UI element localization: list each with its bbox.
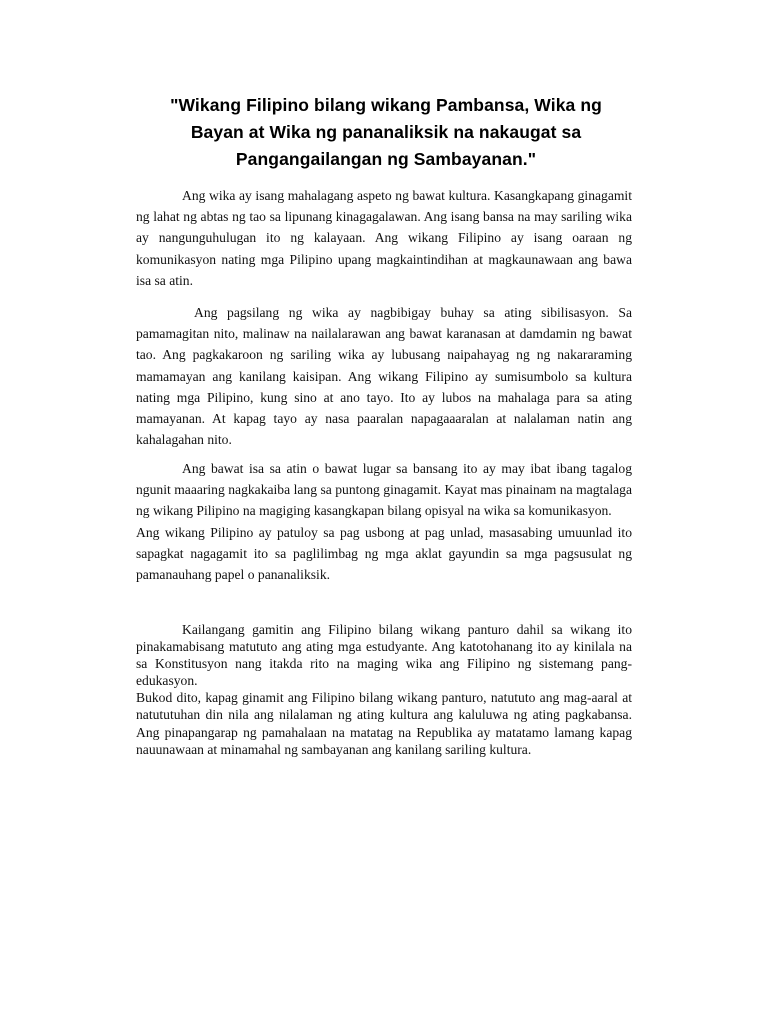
- paragraph-block: [136, 185, 632, 291]
- paragraph: Bukod dito, kapag ginamit ang Filipino bilang wikang panturo, natututo ang mag-aaral at natututuhan din nila ang nilalaman ng ating kultura ang kaluluwa ng ating pagkabansa. Ang pinapangarap ng pamahalaan na matatag na Republika ay matatamo lamang kapag nauunawaan at minamahal ng sambayanan ang kanilang sariling kultura.: [136, 690, 632, 757]
- title-line: "Wikang Filipino bilang wikang Pambansa, Wika ng: [170, 95, 602, 115]
- document-title: [110, 92, 662, 173]
- paragraph: Kailangang gamitin ang Filipino bilang wikang panturo dahil sa wikang ito pinakamabisang matututo ang ating mga estudyante. Ang katotohanang ito ay kinilala na sa Konstitusyon nang itakda rito na maging wika ang Filipino ng sistemang pang-edukasyon.: [136, 622, 632, 689]
- paragraph: Ang wika ay isang mahalagang aspeto ng bawat kultura. Kasangkapang ginagamit ng lahat ng abtas ng tao sa lipunang kinagagalawan. Ang isang bansa na may sariling wika ay nangunguhulugan ito ng kalayaan. Ang wikang Filipino ay isang oaraan ng komunikasyon nating mga Pilipino upang magkaintindihan at magkaunawaan ang bawa isa sa atin.: [136, 188, 632, 288]
- paragraph: Ang pagsilang ng wika ay nagbibigay buhay sa ating sibilisasyon. Sa pamamagitan nito, malinaw na nailalarawan ang bawat karanasan at damdamin ng bawat tao. Ang pagkakaroon ng sariling wika ay lubusang naipahayag ng ng nakararaming mamamayan ang kanilang kaisipan. Ang wikang Filipino ay sumisumbolo sa kultura nating mga Pilipino, kung sino at ano tayo. Ito ay lubos na mahalaga para sa ating mamayanan. At kapag tayo ay nasa paaralan napagaaaralan at nalalaman natin ang kahalagahan nito.: [136, 305, 632, 448]
- paragraph: Ang bawat isa sa atin o bawat lugar sa bansang ito ay may ibat ibang tagalog ngunit maaaring nagkakaiba lang sa puntong ginagamit. Kayat mas pinainam na magtalaga ng wikang Pilipino na magiging kasangkapan bilang opisyal na wika sa komunikasyon.: [136, 461, 632, 519]
- paragraph-block: [136, 458, 632, 585]
- title-line: Pangangailangan ng Sambayanan.": [235, 149, 537, 169]
- paragraph: Ang wikang Pilipino ay patuloy sa pag usbong at pag unlad, masasabing umuunlad ito sapagkat nagagamit ito sa paglilimbag ng mga aklat gayundin sa mga pagsusulat ng pamanauhang papel o pananaliksik.: [136, 524, 632, 583]
- paragraph-block: [136, 621, 632, 758]
- title-line: Bayan at Wika ng pananaliksik na nakaugat sa: [190, 122, 582, 142]
- paragraph-block: [136, 302, 632, 450]
